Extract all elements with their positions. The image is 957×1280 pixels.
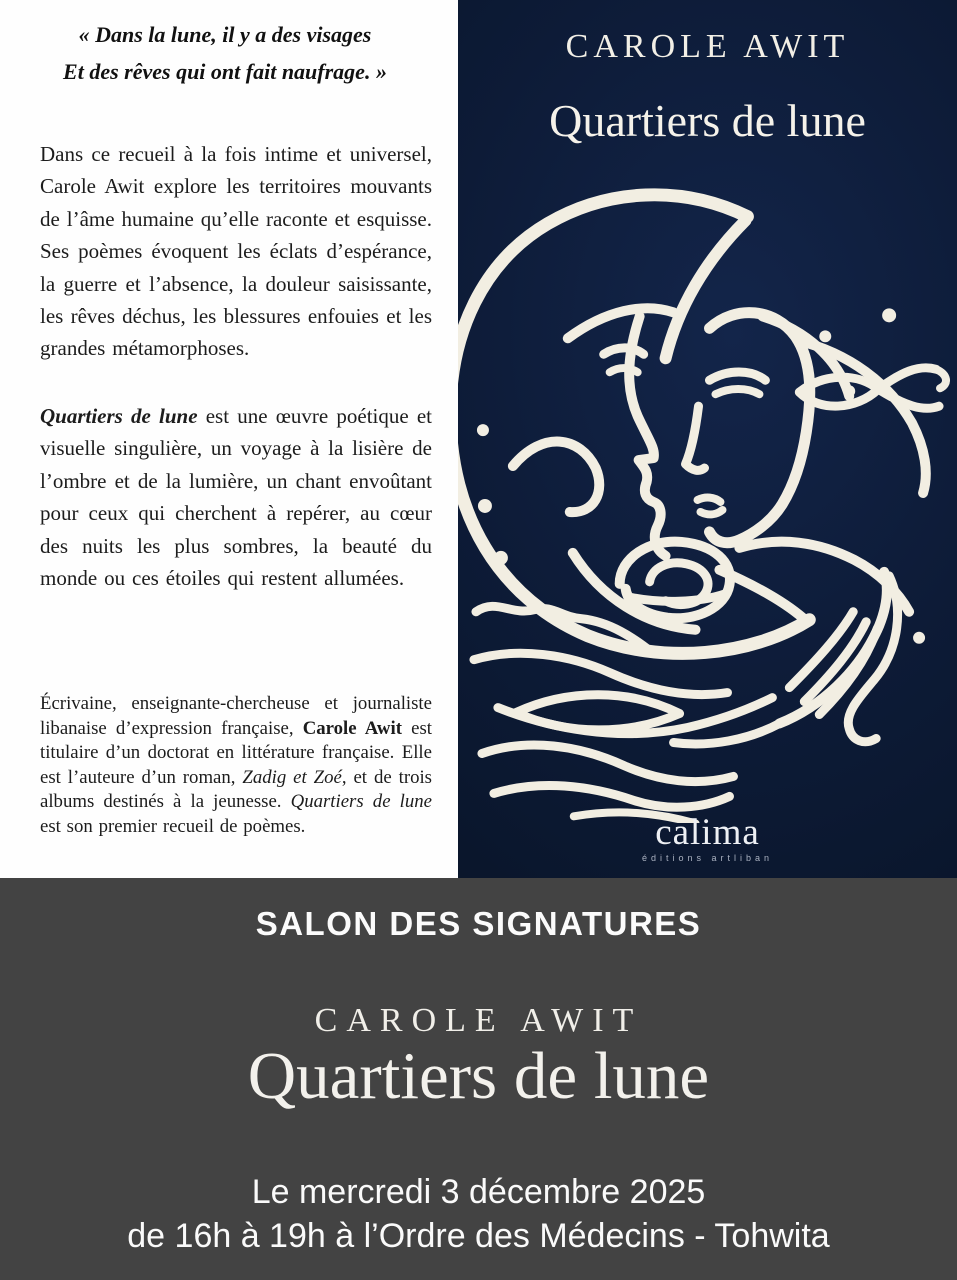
fish-tail-curl [936, 369, 946, 388]
novel-title-inline: Zadig et Zoé [242, 766, 342, 788]
description-paragraph-1: Dans ce recueil à la fois intime et universel, Carole Awit explore les territoires mouvants de l’âme humaine qu’elle raconte et esquisse. Ses poèmes évoquent les éclats d’espérance, la guerre et l’absence, la douleur saisissante, les rêves déchus, les blessures enfouies et les grandes métamorphoses. [40, 142, 433, 361]
epigraph-line-1: « Dans la lune, il y a des visages [78, 22, 372, 47]
event-date: Le mercredi 3 décembre 2025 [251, 1173, 706, 1211]
description-paragraph-2 [40, 400, 432, 594]
bio-text-3: , et de trois albums destinés à la jeunesse. [40, 766, 432, 813]
event-banner [0, 878, 957, 1280]
bio-text-2: est titulaire d’un doctorat en littérature française. Elle est l’auteure d’un roman, [40, 717, 433, 788]
hair-sweep-2 [797, 340, 925, 493]
book-cover [458, 0, 957, 878]
star-dot [819, 330, 831, 342]
star-dot [478, 499, 492, 513]
author-name-inline: Carole Awit [302, 717, 402, 739]
epigraph-line-2: Et des rêves qui ont fait naufrage. » [63, 59, 387, 84]
hair-arc-top [568, 308, 674, 338]
right-face-eye [715, 389, 759, 394]
publisher-logo [458, 814, 957, 863]
event-author-name: CAROLE AWIT [314, 1002, 643, 1039]
epigraph-quote [10, 16, 440, 90]
bio-text-4: est son premier recueil de poèmes. [40, 815, 306, 837]
hair-curl-left [513, 442, 599, 513]
event-time-place: de 16h à 19h à l’Ordre des Médecins - Tohwita [127, 1217, 830, 1255]
bio-text-1: Écrivaine, enseignante-chercheuse et journaliste libanaise d’expression française, [40, 693, 432, 739]
star-dot [913, 632, 925, 644]
right-face-lower-lip [701, 510, 723, 514]
left-face-eye [610, 368, 638, 372]
moon-faces-illustration [458, 168, 957, 823]
right-face-upper-lip [698, 498, 721, 502]
text-panel [0, 0, 458, 878]
book-title-inline-2: Quartiers de lune [290, 791, 432, 813]
book-title-inline: Quartiers de lune [40, 404, 198, 428]
event-heading: SALON DES SIGNATURES [255, 905, 702, 942]
cover-book-title: Quartiers de lune [549, 95, 866, 146]
star-dot [882, 308, 896, 322]
publisher-subtitle: éditions artliban [641, 853, 774, 863]
fish-eye [843, 385, 855, 397]
wave-5 [494, 786, 730, 808]
orb-chord [628, 594, 726, 602]
crescent-inner [666, 221, 746, 359]
wave-4 [482, 745, 733, 782]
star-dot [477, 424, 489, 436]
author-bio [40, 692, 432, 840]
paragraph-2-text: est une œuvre poétique et visuelle singulière, un voyage à la lisière de l’ombre et de la lumière, un chant envoûtant pour ceux qui cherchent à repérer, au cœur des nuits les plus sombres, la beauté du monde ou ces étoiles qui restent allumées. [40, 404, 433, 591]
fish-tail-top [878, 368, 936, 389]
event-date-location [0, 1170, 957, 1258]
publisher-name: calima [655, 812, 760, 853]
event-book-title: Quartiers de lune [247, 1039, 710, 1113]
star-dot [494, 551, 508, 565]
left-face-brow [604, 348, 644, 354]
cover-author-name: CAROLE AWIT [565, 28, 850, 65]
right-face-nose [686, 406, 705, 470]
fish-tail-bottom [878, 389, 939, 408]
right-face-brow [709, 372, 765, 380]
